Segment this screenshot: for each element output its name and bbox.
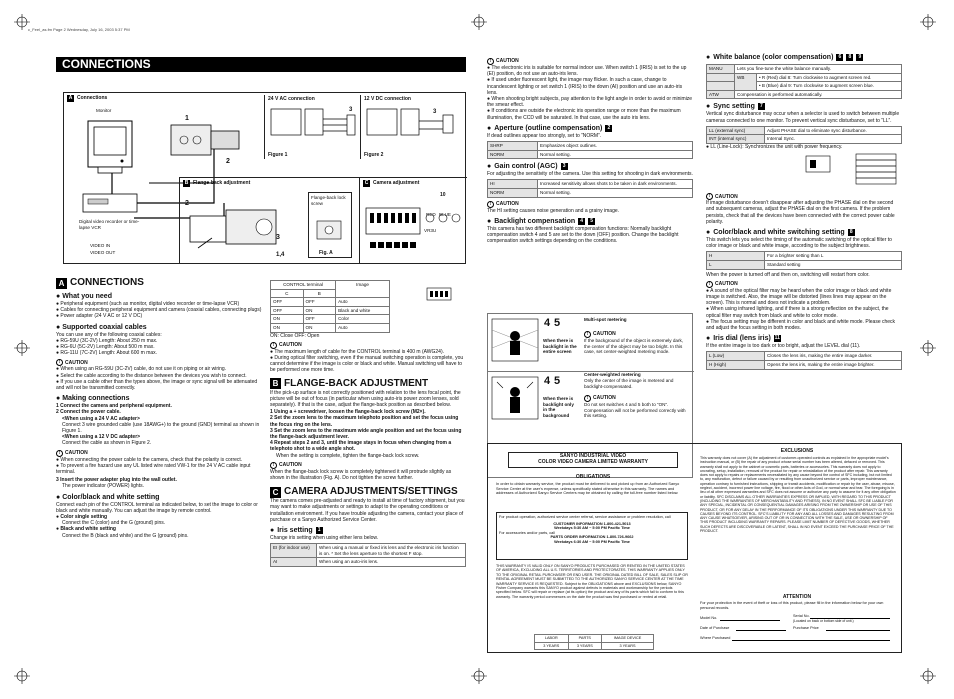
coax-intro: You can use any of the following coaxial cables: <box>56 331 162 338</box>
column-connections <box>56 277 266 539</box>
bw-single-text: Connect the B (black and white) and the G (ground) pins. <box>62 532 189 539</box>
figure-c-badge: C <box>364 180 369 186</box>
coax-caution-2: ● Select the cable according to the distance between the devices you wish to connect. <box>56 373 266 379</box>
dip-switch-panel <box>364 198 464 260</box>
where-field[interactable] <box>732 640 890 641</box>
figure-b-title: Flange-back adjustment <box>193 180 251 187</box>
sync-text: Vertical sync disturbance may occur when a selector is used to switch between multiple cameras connected to one monitor. To prevent vertical sync disturbance, set to “LL”. <box>706 111 900 124</box>
sync-heading: ● Sync setting <box>713 103 755 111</box>
where-label: Where Purchased <box>700 636 731 640</box>
ac-adapter-text: Connect 3 wire grounded cable (use 18AWG+) to the ground (GND) terminal as shown in Figure 1. <box>62 421 260 435</box>
cbws-num: 8 <box>848 229 855 236</box>
fig-a-caption: Fig. A <box>319 250 333 256</box>
cell: L (Low) <box>707 352 765 361</box>
ac-step-3: 3 <box>349 107 353 113</box>
aperture-heading: ● Aperture (outline compensation) <box>494 124 603 132</box>
flange-step-text: Using a + screwdriver, loosen the flange-back lock screw (M2×). <box>274 409 426 416</box>
caution-icon: ! <box>487 201 494 208</box>
flange-step-num: 2 <box>270 415 273 422</box>
lock-screw-box <box>308 192 352 258</box>
dc-adapter-text: Connect the cable as shown in Figure 2. <box>62 440 152 447</box>
crop-mark-top-center <box>471 14 487 30</box>
control-caution-2: ● During optical filter switching, even if the manual switching operation is complete, you cannot determine if the image is color or black and white. Manual switching will have to be performed one more time. <box>270 355 466 374</box>
step-2-marker: 2 <box>226 158 230 165</box>
cbws-caution-1: ● A sound of the optical filter may be heard when the color image or black and white image is switched. Also, the image will be distorted (lines lines may appear on the screen). This is normal and does not indicate a problem. <box>706 288 902 307</box>
cell: Normal setting. <box>538 150 693 159</box>
cell: NORM <box>488 189 538 198</box>
crop-mark-bottom-right <box>920 668 936 684</box>
cell: ON <box>303 306 336 315</box>
serial-no-label: Serial No. <box>793 614 810 618</box>
step-3-sub: The power indicator (POWER) lights. <box>62 483 144 490</box>
wb-table <box>706 64 902 99</box>
backlight-scene-2-icon <box>491 376 539 420</box>
cell: SHRP <box>488 142 538 151</box>
section-b-heading: FLANGE-BACK ADJUSTMENT <box>284 377 429 389</box>
caution-label: CAUTION <box>496 58 519 65</box>
crop-mark-bottom-center <box>471 668 487 684</box>
cell: When using a manual or fixed iris lens and the electronic iris function is on. * Set the lens aperture to the shortest F stop. <box>317 544 466 558</box>
warranty-title-1: SANYO INDUSTRIAL VIDEO <box>559 453 627 459</box>
flange-step-text: Repeat steps 2 and 3, until the image stays in focus when changing from a telephoto shot to a wide angle shot. <box>270 440 452 453</box>
sync-num: 7 <box>758 103 765 110</box>
warranty-box <box>487 443 902 653</box>
center-weighted-label: Center-weighted metering <box>584 372 641 377</box>
caution-label: CAUTION <box>715 281 738 288</box>
switch-4-label: 4 <box>544 317 551 329</box>
cell: OFF <box>271 306 304 315</box>
making-connections-heading: ● Making connections <box>56 394 266 403</box>
cell: AI <box>271 558 317 567</box>
camera-adjust-intro: The camera comes pre-adjusted and ready to install at time of factory shipment, but you may want to make adjustments or settings to adapt to the operating conditions or installation environment. If you have trouble adjusting the camera, contact your place of purchase or a Sanyo Authorized Service Center. <box>270 498 465 523</box>
when-background: When there is backlight only in the background <box>543 396 574 418</box>
what-item-3: ● Power adapter (24 V AC or 12 V DC) <box>56 313 266 319</box>
multi-caution: If the background of the object is extremely dark, the center of the object may be too bright. In this case, set center-weighted metering mode. <box>584 338 684 355</box>
cell: IMAGE DEVICE <box>602 635 654 643</box>
ac-connection-title: 24 V AC connection <box>268 96 315 102</box>
file-header-line: c_Feel_as.fm Page 2 Wednesday, July 16, 2003 5:37 PM <box>28 27 130 32</box>
cell: Internal Sync. <box>765 135 902 144</box>
cell: L <box>707 260 765 269</box>
exclusions-heading: EXCLUSIONS <box>780 448 814 454</box>
switch-4-label: 4 <box>544 375 551 387</box>
cbws-caution-2: ● When using infrared lighting, and if there is a strong reflection on the subject, the optical filter may switch from black and white to color mode. <box>706 306 902 318</box>
cell: ON <box>303 323 336 332</box>
iris-caution-2: ● If used under fluorescent light, the image may flicker. In such a case, change to incandescent lighting or set switch 1 (IRIS) to the down (AI) position and use an auto-iris lens. <box>487 77 693 96</box>
color-bw-text: Connect each pin of the CONTROL terminal as indicated below, to set the image to color or black and white manually. You can adjust the image by remote control. <box>56 501 258 514</box>
blue-label: BLUE <box>439 212 452 217</box>
camera-icon <box>169 115 254 165</box>
cell: HI <box>488 180 538 189</box>
color-single-head: ● Color single setting <box>56 514 266 520</box>
center-text: Only the center of the image is metered and backlight-compensated. <box>584 378 674 389</box>
caution-icon: ! <box>487 58 494 65</box>
iris-caution-4: ● If conditions are outside the electronic iris operation range or more than the maximum illumination, the CCD will be saturated. In that case, use the auto iris lens. <box>487 108 693 120</box>
contact-box <box>496 512 688 560</box>
cbws-text: This switch lets you select the timing of the automatic switching of the optical filter to color image or black and white image, according to the subject brightness. <box>706 236 892 250</box>
step-1-text: Connect the camera and peripheral equipment. <box>60 403 172 410</box>
crop-mark-mid-right <box>920 340 936 356</box>
wb-num-9: 9 <box>856 54 863 61</box>
blc-num-5: 5 <box>588 218 595 225</box>
cell: Opens the lens iris, making the entire image brighter. <box>765 361 902 370</box>
cell: 3 YEARS <box>602 642 654 650</box>
caution-label: CAUTION <box>496 201 519 208</box>
attention-text: For your protection in the event of theft or loss of this product, please fill in the information below for your own personal records. <box>700 601 884 610</box>
column-control-flange <box>270 280 466 567</box>
control-head: CONTROL terminal <box>271 281 336 290</box>
exclusions-text: This warranty does not cover (A) the adjustment of customer-operated controls as explained in the appropriate model’s instruction manual, or (B) the repair of any product whose serial number has been altered, defaced or removed. This warranty shall not apply to the cabinet or cosmetic parts, batteries or accessories. This warranty does not apply to uncrating, setup, installation, removal of the product for repair or reinstallation of the product after repair. This warranty does not apply to repairs or replacements necessitated by any cause beyond the control of SFC including, but not limited to, any malfunction, defect or failure caused by or resulting from unauthorized service or parts, improper maintenance, operation contrary to furnished instructions, shipping or transit accidents, modification or repair by the user, abuse, misuse, neglect, accident, incorrect power line voltage, fire, flood or other Acts of God, or normal wear and tear. The foregoing is in lieu of all other expressed warranties and SFC does not assume or authorize any party to assume for it any other obligation or liability. SFC DISCLAIMS ALL OTHER WARRANTIES EXPRESS OR IMPLIED, WITH REGARD TO THIS PRODUCT (INCLUDING THE WARRANTIES OF MERCHANTABILITY AND FITNESS). IN NO EVENT SHALL SFC BE LIABLE FOR ANY SPECIAL, INCIDENTAL OR CONSEQUENTIAL DAMAGES ARISING FROM THE OWNERSHIP OR USE OF THIS PRODUCT, OR FOR ANY DELAY IN THE PERFORMANCE OF ITS OBLIGATIONS UNDER THIS WARRANTY DUE TO CAUSES BEYOND ITS CONTROL. SFC’S LIABILITY FOR ANY AND ALL LOSSES AND DAMAGES RESULTING FROM ANY CAUSE WHATSOEVER, ARISING OUT OF OR IN CONNECTION WITH THE SALE, USE OR OWNERSHIP OF THIS PRODUCT INCLUDING WARRANTY REPAIRS. PLEASE LIMIT NUMBER OF DEFECTIVE GOODS, WHETHER SUCH DEFECTS ARE DISCOVERABLE OR LATENT, SHALL IN NO EVENT EXCEED THE PURCHASE PRICE OF THE PRODUCT. <box>700 456 896 534</box>
parts-call-text: For accessories and/or parts, call <box>499 530 555 535</box>
column-aperture-gain <box>487 55 693 419</box>
bw-single-head: ● Black and white setting <box>56 526 266 532</box>
price-field[interactable] <box>826 630 890 631</box>
iris-dial-num: 11 <box>774 335 780 342</box>
coax-item-3: ● RG-11U (7C-2V) Length: About 600 m max. <box>56 350 266 356</box>
column-white-balance <box>706 50 902 370</box>
caution-icon: ! <box>584 395 591 402</box>
iris-dial-heading: ● Iris dial (lens iris) <box>713 335 771 343</box>
figure-connections <box>63 92 466 264</box>
section-c-heading: CAMERA ADJUSTMENTS/SETTINGS <box>284 486 458 498</box>
cell: Standard setting <box>765 260 902 269</box>
flange-step-3: 3 <box>276 234 280 241</box>
cell: ATW <box>707 90 735 99</box>
backlight-text: This camera has two different backlight compensation functions: Normally backlight compensation switch 4 and 5 are set to the down (OFF) position. Change the backlight compensation switch settings depending on the conditions. <box>487 225 679 245</box>
ac-adapter-head: <When using a 24 V AC adapter> <box>62 415 140 422</box>
caution-icon: ! <box>56 359 63 366</box>
color-single-text: Connect the C (color) and the G (ground) pins. <box>62 520 166 527</box>
ac-terminal-diagram <box>269 105 357 149</box>
cell: Adjust PHASE dial to eliminate sync disturbance. <box>765 126 902 135</box>
figure-c-title: Camera adjustment <box>373 180 420 187</box>
sync-caution: If image disturbance doesn’t disappear after adjusting the PHASE dial on the second and subsequent cameras, adjust the PHASE dial on the first camera. If the problem persists, check that all the devices have been connected with the correct power cable polarity. <box>706 200 895 225</box>
cell: NORM <box>488 150 538 159</box>
section-c-badge: C <box>270 487 281 498</box>
what-item-1: ● Peripheral equipment (such as monitor, digital video recorder or time-lapse VCR) <box>56 301 266 307</box>
parts-info-line: PARTS ORDER INFORMATION 1-800-726-9662 <box>550 535 634 540</box>
warranty-body: THIS WARRANTY IS VALID ONLY ON SANYO PRODUCTS PURCHASED OR RENTED IN THE UNITED STATES OF AMERICA, EXCLUDING ALL U.S. TERRITORIES AND PROTECTORATES. THIS WARRANTY APPLIES ONLY TO THE ORIGINAL RETAIL PURCHASER OR END USER. THE ORIGINAL DATED BILL OF SALE, SALES SLIP OR RENTAL AGREEMENT MUST BE SUBMITTED TO THE AUTHORIZED SANYO SERVICE CENTER AT THE TIME WARRANTY SERVICE IS REQUESTED. Subject to the OBLIGATIONS above and EXCLUSIONS below, SANYO Fisher Company warrants this SANYO product against defects in materials and workmanship for the periods specified below. SFC will repair or replace (at its option) the product and any of its parts which fail to conform to this warranty. The warranty period commences on the date the product was first purchased or rented at retail. <box>496 564 688 599</box>
iris-setting-heading: ● Iris setting <box>277 527 313 535</box>
caution-icon: ! <box>270 342 277 349</box>
crop-mark-mid-left <box>14 340 30 356</box>
date-label: Date of Purchase <box>700 626 730 630</box>
cbws-caution-3: ● The focus setting may be different in color and black and white mode. Please check and adjust the focus setting in both modes. <box>706 319 902 331</box>
cell: • R (Red) dial 8: Turn clockwise to augment screen red. <box>757 73 902 82</box>
flange-step-1-4: 1,4 <box>276 252 285 258</box>
figure-camera-adjustment <box>359 177 467 263</box>
figure-b-badge: B <box>184 180 189 186</box>
gain-num: 3 <box>561 163 568 170</box>
cell: WB <box>735 73 757 90</box>
flange-intro: If the pick-up surface is not correctly positioned with relation to the lens focal point, the picture will be out of focus (in particular when using auto-iris power zoom lenses, sold separately). If that is the case, adjust the flange-back position as described below. <box>270 389 461 408</box>
figure-2-caption: Figure 2 <box>364 152 384 158</box>
cell: OFF <box>271 298 304 307</box>
cell: ON <box>271 323 304 332</box>
cell: 3 YEARS <box>568 642 602 650</box>
aperture-table <box>487 141 693 159</box>
cell: Auto <box>336 323 390 332</box>
gain-heading: ● Gain control (AGC) <box>494 163 558 171</box>
model-no-field[interactable] <box>720 620 780 621</box>
vcr-label: Digital video recorder or time-lapse VCR <box>79 219 140 230</box>
sync-table <box>706 126 902 144</box>
warranty-period-table <box>534 634 654 650</box>
video-out-legend: VIDEO OUT <box>90 250 116 255</box>
date-field[interactable] <box>736 630 786 631</box>
warranty-title-2: COLOR VIDEO CAMERA LIMITED WARRANTY <box>538 459 648 466</box>
flange-camera-icon <box>188 196 288 256</box>
aperture-text: If dead outlines appear too strongly, set to “NORM”. <box>487 132 602 139</box>
caution-label: CAUTION <box>65 450 88 457</box>
cbws-table <box>706 251 902 269</box>
switch-5-label: 5 <box>554 317 561 329</box>
caution-label: CAUTION <box>279 342 302 349</box>
control-terminal-icon <box>425 284 455 306</box>
section-a-badge: A <box>56 278 67 289</box>
backlight-heading: ● Backlight compensation <box>494 217 576 225</box>
flange-step-num: 1 <box>270 409 273 416</box>
cell: PARTS <box>568 635 602 643</box>
flange-step-text: Set the zoom lens to the maximum wide angle position and set the focus using the flange-back adjustment lever. <box>270 427 462 440</box>
cell: Closes the lens iris, making the entire image darker. <box>765 352 902 361</box>
caution-label: CAUTION <box>65 359 88 366</box>
gain-text: For adjusting the sensitivity of the camera. Use this setting for shooting in dark environments. <box>487 171 693 178</box>
phase-dial-diagram <box>706 152 902 190</box>
obligations-heading: OBLIGATIONS <box>575 474 611 480</box>
multi-spot-label: Multi-spot metering <box>584 317 627 322</box>
cell: EI (for indoor use) <box>271 544 317 558</box>
caution-icon: ! <box>584 331 591 338</box>
step-1-num: 1 <box>56 403 59 410</box>
caution-icon: ! <box>56 450 63 457</box>
conn-caution-1: ● When connecting the power cable to the camera, check that the polarity is correct. <box>56 457 266 463</box>
iris-dial-text: If the entire image is too dark or too bright, adjust the LEVEL dial (11). <box>706 343 861 350</box>
step-3-text: Insert the power adapter plug into the wall outlet. <box>60 477 177 484</box>
coax-item-1: ● RG-59U (3C-2V) Length: About 250 m max. <box>56 338 266 344</box>
page-title: CONNECTIONS <box>56 57 466 72</box>
vcr-icon <box>82 193 138 215</box>
iris-num: 1 <box>316 527 323 534</box>
center-caution: Do not set switches 4 and 5 both to “ON”. Compensation will not be performed correctly with this setting. <box>584 402 686 419</box>
attention-heading: ATTENTION <box>782 594 812 600</box>
coax-heading: ● Supported coaxial cables <box>56 323 266 332</box>
cell: ON <box>271 315 304 324</box>
coax-caution-3: ● If you use a cable other than the types above, the image or sync signal will be attenuated and will not be transmitted correctly. <box>56 379 266 391</box>
crop-mark-top-right <box>920 14 936 30</box>
control-caution-1: ● The maximum length of cable for the CONTROL terminal is 400 m (AWG24). <box>270 349 466 355</box>
obligations-text: In order to obtain warranty service, the product must be delivered to and picked up from an Authorized Sanyo Service Center at the user’s expense, unless specifically stated otherwise in this warranty. The names and addresses of Authorized Sanyo Service Centers may be obtained by calling the toll-free number listed below. <box>496 482 680 496</box>
caution-label: CAUTION <box>715 193 738 200</box>
when-center: When there is backlight in the entire screen <box>543 338 577 355</box>
cell: LABOR <box>535 635 569 643</box>
section-b-badge: B <box>270 378 281 389</box>
cell: Lets you fine-tune the white balance manually. <box>735 65 902 74</box>
caution-label: CAUTION <box>593 395 616 402</box>
red-label: RED <box>426 212 436 217</box>
what-item-2: ● Cables for connecting peripheral equipment and camera (coaxial cables, connecting plugs) <box>56 307 266 313</box>
monitor-label: Monitor <box>96 108 112 113</box>
cell: H <box>707 252 765 261</box>
on-off-note: ON: Close OFF: Open <box>270 332 320 339</box>
cell: Emphasizes object outlines. <box>538 142 693 151</box>
blc-num-4: 4 <box>578 218 585 225</box>
serial-note: (Located on back or bottom side of unit.) <box>793 619 854 623</box>
cell: Normal setting. <box>538 189 693 198</box>
model-no-label: Model No. <box>700 616 718 620</box>
iris-table <box>270 543 466 567</box>
step-2-text: Connect the power cable. <box>60 409 121 416</box>
cell: OFF <box>303 315 336 324</box>
cell: OFF <box>303 298 336 307</box>
step-1-marker: 1 <box>185 115 189 122</box>
conn-caution-2: ● To prevent a fire hazard use any UL listed wire rated VW-1 for the 24 V AC cable input terminal. <box>56 463 266 475</box>
step-3-num: 3 <box>56 477 59 484</box>
cell: LL (external sync) <box>707 126 765 135</box>
caution-icon: ! <box>706 281 713 288</box>
iris-caution-3: ● When shooting bright subjects, pay attention to the light angle in order to avoid or minimize the smear effect. <box>487 96 693 108</box>
backlight-scene-1-icon <box>491 318 539 362</box>
cell: • B (Blue) dial 9: Turn clockwise to augment screen blue. <box>757 82 902 91</box>
price-label: Purchase Price <box>793 626 819 630</box>
gain-caution: The HI setting causes noise generation and a grainy image. <box>487 207 620 214</box>
cell: INT (internal sync) <box>707 135 765 144</box>
coax-item-2: ● RG-6U (5C-2V) Length: About 500 m max. <box>56 344 266 350</box>
cell: Compensation is performed automatically. <box>735 90 902 99</box>
figure-flange-back <box>179 177 359 263</box>
figure-a-title: Connections <box>77 95 108 102</box>
cbws-after: When the power is turned off and then on, switching will restart from color. <box>706 271 870 278</box>
flange-step4-sub: When the setting is complete, tighten the flange-back lock screw. <box>276 452 420 459</box>
cell: 3 YEARS <box>535 642 569 650</box>
crop-mark-bottom-left <box>14 668 30 684</box>
caution-label: CAUTION <box>593 331 616 338</box>
cell: For a brighter setting than L <box>765 252 902 261</box>
parts-hours: Weekdays 6:30 AM ~ 5:00 PM Pacific Time <box>554 539 630 544</box>
flange-caution-text: When the flange-back lock screw is completely tightened it will protrude slightly as shown in the illustration (Fig. A). Do not tighten the screw further. <box>270 468 452 482</box>
coax-caution-1: ● When using an RG-59U (3C-2V) cable, do not use it on piping or air wiring. <box>56 366 266 372</box>
lock-screw-label: Flange-back lock screw <box>311 195 346 206</box>
warranty-title-box <box>508 452 678 468</box>
switch-5-label: 5 <box>554 375 561 387</box>
dc-connection-title: 12 V DC connection <box>364 96 411 102</box>
figure-1-ac-connection <box>264 95 360 159</box>
dc-adapter-head: <When using a 12 V DC adapter> <box>62 434 141 441</box>
customer-hours: Weekdays 5:30 AM ~ 5:00 PM Pacific Time <box>554 526 630 531</box>
image-head: Image <box>336 281 390 298</box>
wb-num-8: 8 <box>846 54 853 61</box>
aperture-num: 2 <box>605 125 612 132</box>
control-terminal-table <box>270 280 390 333</box>
marker-10: 10 <box>440 192 446 198</box>
cell: Black and white <box>336 306 390 315</box>
wb-heading: ● White balance (color compensation) <box>713 54 834 61</box>
vr-label-1: VR3U <box>424 228 437 233</box>
cell: MANU <box>707 65 735 74</box>
customer-info-line: CUSTOMER INFORMATION 1-800-421-5013 <box>553 521 631 526</box>
ll-note: ● LL (Line-Lock): Synchronizes the unit with power frequency. <box>706 144 902 150</box>
b-head: B <box>303 289 336 298</box>
video-in-legend: VIDEO IN <box>90 243 111 248</box>
figure-a-badge: A <box>68 95 73 101</box>
iris-text: Change iris setting when using either lens below. <box>270 535 379 542</box>
backlight-row-1 <box>488 314 694 372</box>
iris-caution-1: ● The electronic iris is suitable for normal indoor use. When switch 1 (IRIS) is set to the up (EI) position, do not use an auto-iris lens. <box>487 65 693 77</box>
caution-icon: ! <box>706 193 713 200</box>
flange-step-text: Set the zoom lens to the maximum telephoto position and set the focus using the focus ring on the lens. <box>270 415 459 428</box>
gain-table <box>487 179 693 197</box>
wb-num-6: 6 <box>836 54 843 61</box>
flange-step-num: 3 <box>270 427 273 434</box>
what-you-need-heading: ● What you need <box>56 292 266 301</box>
cell: When using an auto-iris lens. <box>317 558 466 567</box>
cell: H (High) <box>707 361 765 370</box>
dc-step-3: 3 <box>433 109 437 115</box>
cbw-switching-heading: ● Color/black and white switching setting <box>713 228 845 236</box>
section-a-heading: CONNECTIONS <box>70 277 144 288</box>
flange-step-num: 4 <box>270 440 273 447</box>
c-head: C <box>271 289 304 298</box>
dc-terminal-diagram <box>365 105 461 149</box>
lock-screw-icon <box>315 215 347 245</box>
figure-1-caption: Figure 1 <box>268 152 288 158</box>
cell: Color <box>336 315 390 324</box>
info-call-text: For product operation, authorized service center referral, service assistance or problem resolution, call <box>499 515 671 519</box>
iris-dial-table <box>706 351 902 369</box>
caution-label: CAUTION <box>279 462 302 469</box>
cell: Auto <box>336 298 390 307</box>
figure-2-dc-connection <box>360 95 465 159</box>
color-bw-heading: ● Color/black and white setting <box>56 493 266 502</box>
caution-icon: ! <box>270 462 277 469</box>
step-2-num: 2 <box>56 409 59 416</box>
flange-step-2: 2 <box>185 200 189 207</box>
cell: Increased sensitivity allows shots to be taken in dark environments. <box>538 180 693 189</box>
